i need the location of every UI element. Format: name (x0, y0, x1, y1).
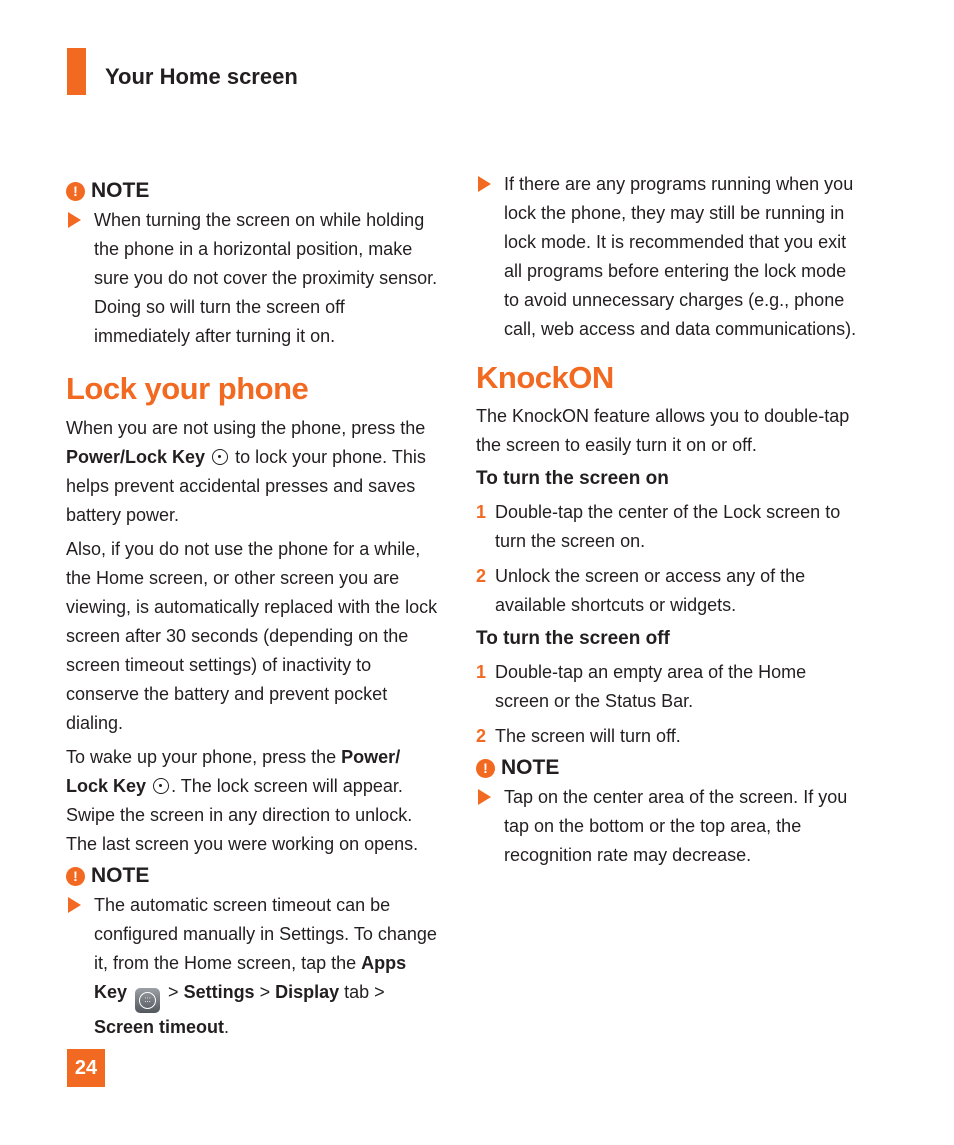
note-text: Tap on the center area of the screen. If you tap on the bottom or the top area, the recognition rate may decrease. (504, 787, 848, 865)
power-key-icon (212, 449, 228, 465)
text-span: > (254, 982, 276, 1002)
note-bullet (476, 783, 860, 870)
note-heading (66, 861, 442, 891)
section-title: Your Home screen (105, 64, 298, 89)
triangle-arrow-icon (68, 897, 81, 913)
note-text: When turning the screen on while holding the phone in a horizontal position, make sure you do not cover the proximity sensor. Doing so will turn the screen off immediately after turning it on. (94, 210, 438, 346)
left-column (66, 176, 442, 1042)
turn-off-subheading: To turn the screen off (476, 628, 670, 649)
list-item (476, 658, 860, 716)
step-text: Unlock the screen or access any of the available shortcuts or widgets. (495, 566, 806, 615)
step-text: Double-tap the center of the Lock screen to turn the screen on. (495, 502, 841, 551)
turn-on-subheading: To turn the screen on (476, 468, 669, 489)
note-bullet (66, 891, 442, 1042)
triangle-arrow-icon (478, 789, 491, 805)
step-number: 1 (476, 662, 487, 682)
note-heading (476, 753, 860, 783)
note-bullet (66, 206, 442, 351)
step-text: The screen will turn off. (495, 726, 681, 746)
list-item (476, 498, 860, 556)
lock-mode-bullet (476, 170, 860, 344)
list-item (476, 722, 860, 751)
text-span: to lock your phone. This helps prevent accidental presses and saves battery power. (66, 447, 426, 525)
triangle-arrow-icon (478, 176, 491, 192)
apps-key-label: Apps Key (94, 953, 407, 1002)
note-heading (66, 176, 442, 206)
exclamation-icon: ! (66, 182, 85, 201)
text-span: The automatic screen timeout can be configured manually in Settings. To change it, from the Home screen, tap the (94, 895, 437, 973)
step-number: 2 (476, 726, 487, 746)
exclamation-icon: ! (476, 759, 495, 778)
lock-paragraph-2: Also, if you do not use the phone for a while, the Home screen, or other screen you are viewing, is automatically replaced with the lock screen after 30 seconds (depending on the screen timeout settings) of inactivity to conserve the battery and prevent pocket dialing. (66, 539, 438, 733)
triangle-arrow-icon (68, 212, 81, 228)
settings-label: Settings (183, 982, 255, 1002)
note-label: NOTE (501, 756, 560, 779)
knockon-heading: KnockON (476, 360, 614, 395)
header-accent-bar (67, 48, 86, 95)
page-number: 24 (67, 1049, 105, 1087)
knockon-intro: The KnockON feature allows you to double-tap the screen to easily turn it on or off. (476, 406, 850, 455)
right-column (476, 170, 860, 870)
lock-paragraph-1 (66, 414, 442, 530)
note-text (94, 891, 442, 1042)
display-label: Display (275, 982, 340, 1002)
step-number: 1 (476, 502, 487, 522)
power-lock-key-label: Power/ Lock Key (66, 747, 401, 796)
screen-timeout-label: Screen timeout (94, 1016, 225, 1037)
text-span: To wake up your phone, press the (66, 747, 342, 767)
text-span: When you are not using the phone, press the (66, 418, 426, 438)
step-text: Double-tap an empty area of the Home screen or the Status Bar. (495, 662, 807, 711)
lock-mode-text: If there are any programs running when you lock the phone, they may still be running in lock mode. It is recommended that you exit all programs before entering the lock mode to avoid unnecessary charges (e.g., phone call, web access and data communications). (504, 174, 857, 339)
lock-your-phone-heading: Lock your phone (66, 371, 309, 406)
list-item (476, 562, 860, 620)
text-span: . The lock screen will appear. Swipe the screen in any direction to unlock. The last screen you were working on opens. (66, 776, 419, 854)
note-label: NOTE (91, 864, 150, 887)
text-span: tab > (339, 982, 385, 1002)
step-number: 2 (476, 566, 487, 586)
power-lock-key-label: Power/Lock Key (66, 447, 206, 467)
power-key-icon (153, 778, 169, 794)
lock-paragraph-3 (66, 743, 442, 859)
text-span: . (224, 1016, 230, 1037)
exclamation-icon: ! (66, 867, 85, 886)
apps-key-icon: ::: (135, 988, 160, 1013)
text-span: > (163, 982, 184, 1002)
note-label: NOTE (91, 179, 150, 202)
